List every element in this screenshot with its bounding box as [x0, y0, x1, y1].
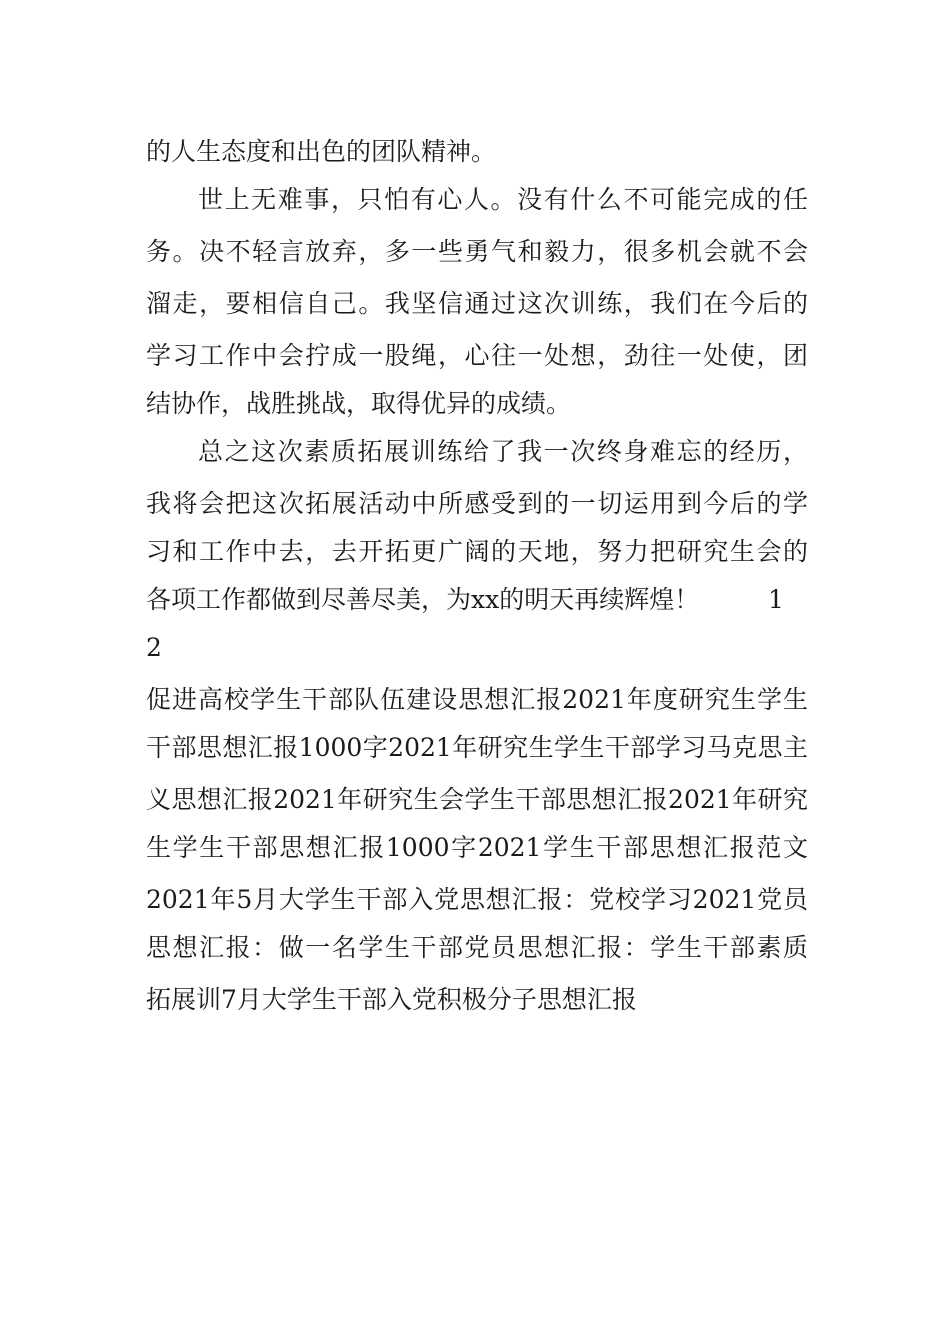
paragraph-line: 世上无难事，只怕有心人。没有什么不可能完成的任 [198, 185, 808, 214]
related-article-line: 干部思想汇报1000字2021年研究生学生干部学习马克思主 [146, 733, 808, 762]
paragraph-line: 学习工作中会拧成一股绳，心往一处想，劲往一处使，团 [146, 341, 808, 370]
related-article-line: 拓展训7月大学生干部入党积极分子思想汇报 [146, 985, 637, 1014]
page-number: 1 [768, 585, 784, 614]
page-number: 2 [146, 633, 162, 662]
paragraph-line: 总之这次素质拓展训练给了我一次终身难忘的经历， [198, 437, 808, 466]
paragraph-line: 我将会把这次拓展活动中所感受到的一切运用到今后的学 [146, 489, 808, 518]
paragraph-line: 习和工作中去，去开拓更广阔的天地，努力把研究生会的 [146, 537, 808, 566]
paragraph-line: 各项工作都做到尽善尽美，为xx的明天再续辉煌！ [146, 585, 700, 614]
related-article-line: 促进高校学生干部队伍建设思想汇报2021年度研究生学生 [146, 685, 808, 714]
paragraph-line: 务。决不轻言放弃，多一些勇气和毅力，很多机会就不会 [146, 237, 808, 266]
paragraph-line: 结协作，战胜挑战，取得优异的成绩。 [146, 389, 572, 418]
related-article-line: 2021年5月大学生干部入党思想汇报：党校学习2021党员 [146, 885, 808, 914]
related-article-line: 义思想汇报2021年研究生会学生干部思想汇报2021年研究 [146, 785, 808, 814]
related-article-line: 生学生干部思想汇报1000字2021学生干部思想汇报范文 [146, 833, 808, 862]
paragraph-line: 溜走，要相信自己。我坚信通过这次训练，我们在今后的 [146, 289, 808, 318]
paragraph-line: 的人生态度和出色的团队精神。 [146, 137, 497, 166]
related-article-line: 思想汇报：做一名学生干部党员思想汇报：学生干部素质 [146, 933, 808, 962]
